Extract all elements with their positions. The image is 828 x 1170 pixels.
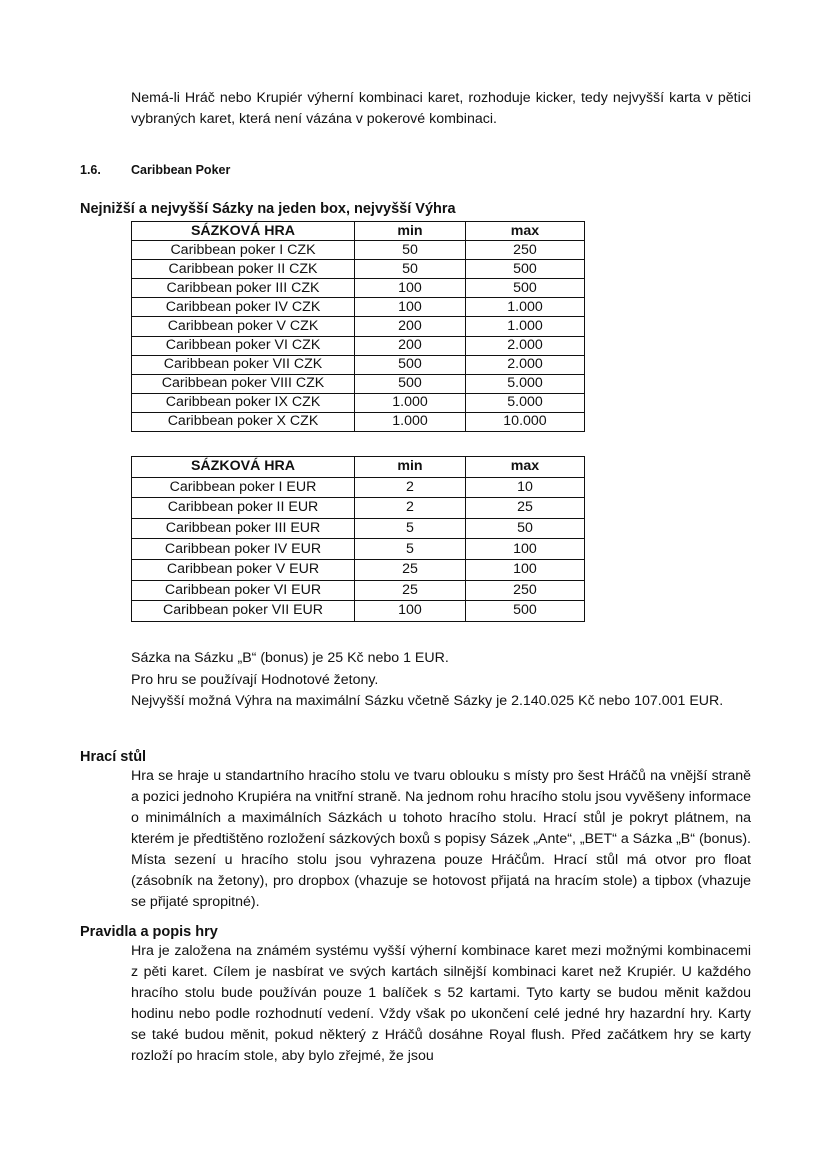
min-cell: 2	[355, 498, 466, 519]
min-cell: 2	[355, 477, 466, 498]
game-cell: Caribbean poker VI EUR	[132, 580, 355, 601]
max-cell: 100	[466, 559, 585, 580]
max-cell: 2.000	[466, 336, 585, 355]
table-row	[132, 412, 585, 431]
table-row	[132, 279, 585, 298]
gaming-table-paragraph: Hra se hraje u standartního hracího stolu ve tvaru oblouku s místy pro šest Hráčů na vnější straně a pozici jednoho Krupiéra na vnitřní straně. Na jednom rohu hracího stolu jsou vyvěšeny informace o minimálních a maximálních Sázkách u tohoto hracího stolu. Hrací stůl je pokryt plátnem, na kterém je předtištěno rozložení sázkových boxů s popisy Sázek „Ante“, „BET“ a Sázka „B“ (bonus). Místa sezení u hracího stolu jsou vyhrazena pouze Hráčům. Hrací stůl má otvor pro float (zásobník na žetony), pro dropbox (vhazuje se hotovost přijatá na hracím stole) a tipbox (vhazuje se přijaté spropitné).	[131, 768, 751, 910]
bet-notes	[131, 648, 771, 713]
game-cell: Caribbean poker III CZK	[132, 279, 355, 298]
header-max: max	[466, 222, 585, 241]
min-cell: 100	[355, 601, 466, 622]
max-cell: 250	[466, 241, 585, 260]
rules-paragraph: Hra je založena na známém systému vyšší výherní kombinace karet mezi možnými kombinacemi z pěti karet. Cílem je nasbírat ve svých kartách silnější kombinaci karet než Krupiér. U každého hracího stolu bude používán pouze 1 balíček s 52 kartami. Tyto karty se budou měnit každou hodinu nebo podle rozhodnutí vedení. Vždy však po ukončení celé jedné hry hazardní hry. Karty se také budou měnit, pokud některý z Hráčů dosáhne Royal flush. Před začátkem hry se karty rozloží po hracím stole, aby bylo zřejmé, že jsou	[131, 943, 751, 1064]
max-cell: 250	[466, 580, 585, 601]
bonus-bet-note: Sázka na Sázku „B“ (bonus) je 25 Kč nebo 1 EUR.	[131, 650, 449, 666]
max-cell: 10	[466, 477, 585, 498]
min-cell: 1.000	[355, 393, 466, 412]
max-cell: 1.000	[466, 317, 585, 336]
game-cell: Caribbean poker III EUR	[132, 518, 355, 539]
table-header-row	[132, 457, 585, 478]
max-cell: 500	[466, 260, 585, 279]
game-cell: Caribbean poker IV CZK	[132, 298, 355, 317]
header-game: SÁZKOVÁ HRA	[132, 222, 355, 241]
rules-heading: Pravidla a popis hry	[80, 924, 218, 940]
min-cell: 100	[355, 279, 466, 298]
min-cell: 500	[355, 355, 466, 374]
game-cell: Caribbean poker I EUR	[132, 477, 355, 498]
header-min: min	[355, 222, 466, 241]
header-game: SÁZKOVÁ HRA	[132, 457, 355, 478]
max-cell: 1.000	[466, 298, 585, 317]
table-row	[132, 580, 585, 601]
table-row	[132, 355, 585, 374]
game-cell: Caribbean poker II EUR	[132, 498, 355, 519]
game-cell: Caribbean poker V EUR	[132, 559, 355, 580]
czk-limits-table	[131, 221, 585, 432]
max-cell: 10.000	[466, 412, 585, 431]
max-cell: 25	[466, 498, 585, 519]
table-row	[132, 539, 585, 560]
game-cell: Caribbean poker VII EUR	[132, 601, 355, 622]
header-min: min	[355, 457, 466, 478]
table-row	[132, 518, 585, 539]
min-cell: 5	[355, 539, 466, 560]
table-row	[132, 559, 585, 580]
table-row	[132, 393, 585, 412]
max-cell: 5.000	[466, 393, 585, 412]
game-cell: Caribbean poker IX CZK	[132, 393, 355, 412]
min-cell: 5	[355, 518, 466, 539]
table-header-row	[132, 222, 585, 241]
max-cell: 2.000	[466, 355, 585, 374]
min-cell: 50	[355, 260, 466, 279]
max-cell: 500	[466, 601, 585, 622]
min-cell: 200	[355, 336, 466, 355]
table-row	[132, 241, 585, 260]
table-row	[132, 298, 585, 317]
section-title: Caribbean Poker	[131, 163, 231, 177]
game-cell: Caribbean poker VIII CZK	[132, 374, 355, 393]
table-row	[132, 498, 585, 519]
game-cell: Caribbean poker X CZK	[132, 412, 355, 431]
table-row	[132, 336, 585, 355]
gaming-table-heading: Hrací stůl	[80, 749, 147, 765]
table-row	[132, 260, 585, 279]
table-row	[132, 477, 585, 498]
max-cell: 100	[466, 539, 585, 560]
min-cell: 1.000	[355, 412, 466, 431]
header-max: max	[466, 457, 585, 478]
game-cell: Caribbean poker VII CZK	[132, 355, 355, 374]
min-cell: 100	[355, 298, 466, 317]
eur-limits-table	[131, 456, 585, 622]
table-row	[132, 601, 585, 622]
max-cell: 500	[466, 279, 585, 298]
max-cell: 50	[466, 518, 585, 539]
game-cell: Caribbean poker VI CZK	[132, 336, 355, 355]
max-cell: 5.000	[466, 374, 585, 393]
min-cell: 200	[355, 317, 466, 336]
max-win-note: Nejvyšší možná Výhra na maximální Sázku včetně Sázky je 2.140.025 Kč nebo 107.001 EUR.	[131, 693, 724, 709]
game-cell: Caribbean poker I CZK	[132, 241, 355, 260]
min-cell: 500	[355, 374, 466, 393]
game-cell: Caribbean poker V CZK	[132, 317, 355, 336]
game-cell: Caribbean poker IV EUR	[132, 539, 355, 560]
intro-paragraph: Nemá-li Hráč nebo Krupiér výherní kombinaci karet, rozhoduje kicker, tedy nejvyšší karta v pětici vybraných karet, která není vázána v pokerové kombinaci.	[131, 90, 751, 127]
table-row	[132, 317, 585, 336]
limits-caption: Nejnižší a nejvyšší Sázky na jeden box, nejvyšší Výhra	[80, 201, 456, 217]
table-row	[132, 374, 585, 393]
game-cell: Caribbean poker II CZK	[132, 260, 355, 279]
chips-note: Pro hru se používají Hodnotové žetony.	[131, 671, 379, 688]
min-cell: 50	[355, 241, 466, 260]
min-cell: 25	[355, 559, 466, 580]
min-cell: 25	[355, 580, 466, 601]
section-number: 1.6.	[80, 163, 101, 177]
